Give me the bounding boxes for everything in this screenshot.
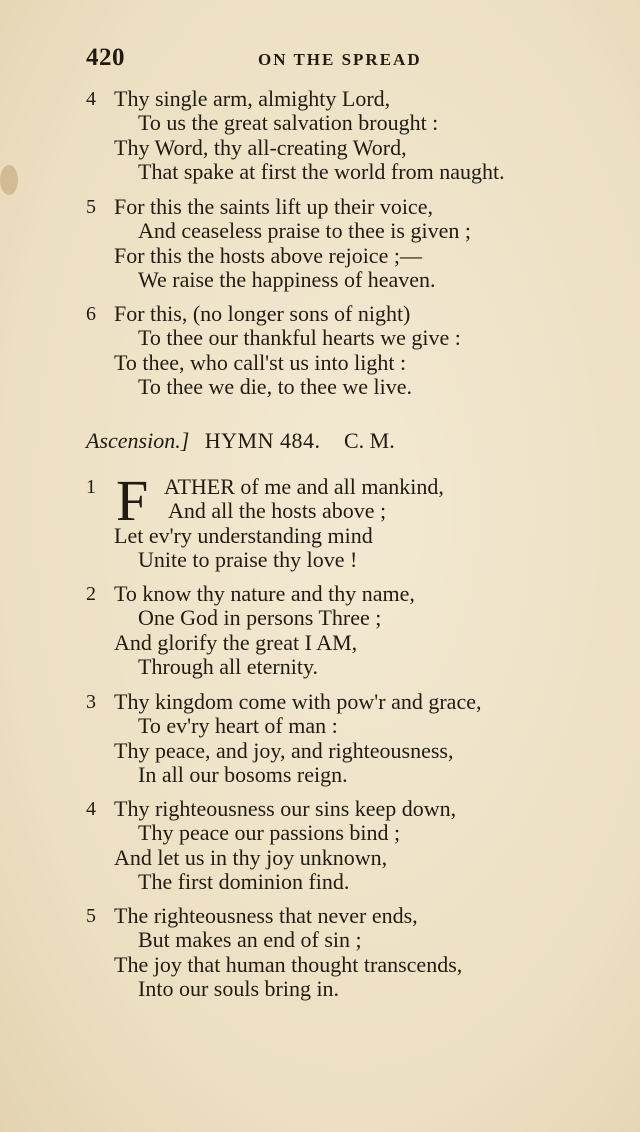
verse-line: The first dominion find. bbox=[138, 868, 350, 894]
hymn-heading bbox=[86, 428, 546, 460]
verse-line: For this the saints lift up their voice, bbox=[114, 194, 433, 219]
verse-line: One God in persons Three ; bbox=[138, 605, 382, 631]
stanza-number: 6 bbox=[86, 303, 96, 325]
verse-line: To know thy nature and thy name, bbox=[114, 581, 415, 606]
stanza-2 bbox=[86, 582, 596, 679]
verse-line: In all our bosoms reign. bbox=[138, 761, 348, 787]
stanza-3 bbox=[86, 690, 596, 787]
verse-line: For this, (no longer sons of night) bbox=[114, 301, 411, 326]
verse-line: Thy Word, thy all-creating Word, bbox=[114, 134, 407, 160]
verse-line: And all the hosts above ; bbox=[168, 498, 387, 524]
verse-line: To thee we die, to thee we live. bbox=[138, 373, 412, 399]
verse-line: That spake at first the world from naught. bbox=[138, 158, 505, 184]
verse-line: Unite to praise thy love ! bbox=[138, 546, 358, 572]
verse-line: Through all eternity. bbox=[138, 653, 319, 679]
stanza-number: 5 bbox=[86, 196, 96, 218]
page-number: 420 bbox=[86, 44, 125, 71]
stanza-number: 2 bbox=[86, 583, 96, 605]
verse-line: And glorify the great I AM, bbox=[114, 629, 358, 655]
verse-line: ATHER of me and all mankind, bbox=[164, 474, 444, 499]
stanza-number: 4 bbox=[86, 88, 96, 110]
verse-line: Thy peace our passions bind ; bbox=[138, 820, 401, 846]
verse-line: To thee, who call'st us into light : bbox=[114, 349, 407, 375]
verse-line: Thy kingdom come with pow'r and grace, bbox=[114, 689, 482, 714]
verse-line: Thy single arm, almighty Lord, bbox=[114, 86, 391, 111]
paper-stain bbox=[0, 165, 18, 195]
verse-line: To us the great salvation brought : bbox=[138, 110, 439, 136]
hymn-meter: C. M. bbox=[344, 428, 395, 453]
verse-line: To thee our thankful hearts we give : bbox=[138, 325, 461, 351]
verse-line: Thy righteousness our sins keep down, bbox=[114, 796, 457, 821]
drop-cap: F bbox=[116, 468, 149, 533]
stanza-4 bbox=[86, 797, 596, 894]
stanza-5 bbox=[86, 904, 596, 1001]
verse-line: We raise the happiness of heaven. bbox=[138, 266, 436, 292]
verse-line: Let ev'ry understanding mind bbox=[114, 522, 373, 548]
stanza-1 bbox=[86, 468, 596, 572]
verse-line: And let us in thy joy unknown, bbox=[114, 844, 388, 870]
verse-line: And ceaseless praise to thee is given ; bbox=[138, 218, 471, 244]
verse-line: The joy that human thought transcends, bbox=[114, 951, 463, 977]
verse-line: For this the hosts above rejoice ;— bbox=[114, 242, 422, 268]
stanza-6-prev bbox=[86, 302, 596, 399]
page-header bbox=[86, 44, 526, 74]
verse-line: To ev'ry heart of man : bbox=[138, 713, 338, 739]
stanza-number: 5 bbox=[86, 905, 96, 927]
running-title: ON THE SPREAD bbox=[258, 50, 422, 69]
verse-line: Thy peace, and joy, and righteousness, bbox=[114, 737, 454, 763]
verse-line: Into our souls bring in. bbox=[138, 975, 340, 1001]
hymn-occasion: Ascension.] bbox=[86, 428, 190, 453]
stanza-number: 3 bbox=[86, 691, 96, 713]
stanza-number: 4 bbox=[86, 798, 96, 820]
stanza-4-prev bbox=[86, 87, 596, 184]
verse-line: But makes an end of sin ; bbox=[138, 927, 362, 953]
stanza-5-prev bbox=[86, 195, 596, 292]
stanza-number: 1 bbox=[86, 476, 96, 498]
hymn-title: HYMN 484. bbox=[204, 428, 321, 453]
verse-line: The righteousness that never ends, bbox=[114, 903, 418, 928]
